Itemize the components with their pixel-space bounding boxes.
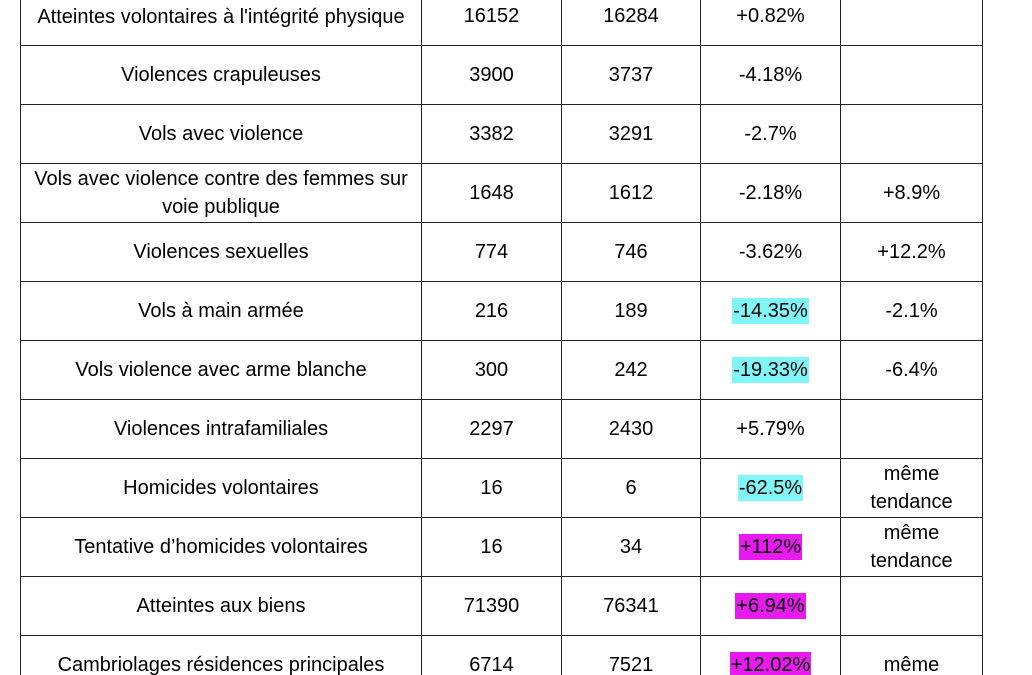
table-row — [21, 164, 983, 223]
category-cell: Violences intrafamiliales — [21, 400, 422, 459]
note-cell: même — [841, 636, 983, 675]
value-before-cell: 1648 — [422, 164, 562, 223]
category-cell: Atteintes volontaires à l'intégrité physique — [21, 0, 422, 46]
change-value: +12.02% — [730, 652, 812, 675]
table-row — [21, 105, 983, 164]
change-cell — [701, 341, 841, 400]
change-cell — [701, 459, 841, 518]
value-before-cell: 16 — [422, 518, 562, 577]
change-cell — [701, 518, 841, 577]
value-after-cell: 242 — [562, 341, 701, 400]
category-cell: Tentative d’homicides volontaires — [21, 518, 422, 577]
note-cell: +8.9% — [841, 164, 983, 223]
value-before-cell: 774 — [422, 223, 562, 282]
change-value: -3.62% — [738, 241, 803, 263]
table-body — [21, 0, 983, 675]
change-value: +6.94% — [736, 595, 805, 617]
value-before-cell: 2297 — [422, 400, 562, 459]
table-row — [21, 636, 983, 675]
value-after-cell: 7521 — [562, 636, 701, 675]
value-before-cell: 16 — [422, 459, 562, 518]
value-after-cell: 34 — [562, 518, 701, 577]
category-cell: Vols à main armée — [21, 282, 422, 341]
table-row — [21, 577, 983, 636]
table-row — [21, 341, 983, 400]
change-cell — [701, 46, 841, 105]
category-cell: Cambriolages résidences principales — [21, 636, 422, 675]
change-value: -14.35% — [733, 300, 808, 322]
table-row — [21, 46, 983, 105]
category-cell: Vols avec violence — [21, 105, 422, 164]
table-row — [21, 282, 983, 341]
note-cell — [841, 0, 983, 46]
change-value: +5.79% — [736, 418, 805, 440]
note-cell: même tendance — [841, 459, 983, 518]
note-cell: -2.1% — [841, 282, 983, 341]
change-cell — [701, 282, 841, 341]
value-before-cell: 216 — [422, 282, 562, 341]
change-cell — [701, 0, 841, 46]
table-row — [21, 518, 983, 577]
table-row — [21, 0, 983, 46]
category-cell: Vols avec violence contre des femmes sur voie publique — [21, 164, 422, 223]
change-value: +0.82% — [736, 5, 805, 27]
category-cell: Homicides volontaires — [21, 459, 422, 518]
change-value: -62.5% — [738, 477, 803, 499]
table-row — [21, 400, 983, 459]
table-row — [21, 459, 983, 518]
change-value: -2.18% — [738, 182, 803, 204]
change-value: +112% — [739, 536, 802, 558]
value-after-cell: 6 — [562, 459, 701, 518]
value-after-cell: 1612 — [562, 164, 701, 223]
value-after-cell: 76341 — [562, 577, 701, 636]
change-cell — [701, 223, 841, 282]
value-before-cell: 16152 — [422, 0, 562, 46]
value-after-cell: 3737 — [562, 46, 701, 105]
value-before-cell: 71390 — [422, 577, 562, 636]
note-cell: -6.4% — [841, 341, 983, 400]
value-before-cell: 3900 — [422, 46, 562, 105]
change-cell — [701, 105, 841, 164]
change-cell — [701, 577, 841, 636]
crime-statistics-table — [20, 0, 983, 675]
value-before-cell: 6714 — [422, 636, 562, 675]
value-after-cell: 189 — [562, 282, 701, 341]
statistics-table-container — [20, 0, 982, 675]
value-before-cell: 3382 — [422, 105, 562, 164]
category-cell: Violences crapuleuses — [21, 46, 422, 105]
value-after-cell: 16284 — [562, 0, 701, 46]
table-row — [21, 223, 983, 282]
value-after-cell: 746 — [562, 223, 701, 282]
category-cell: Atteintes aux biens — [21, 577, 422, 636]
note-cell: +12.2% — [841, 223, 983, 282]
note-cell — [841, 400, 983, 459]
change-cell — [701, 636, 841, 675]
value-before-cell: 300 — [422, 341, 562, 400]
change-value: -4.18% — [738, 64, 803, 86]
note-cell — [841, 105, 983, 164]
value-after-cell: 3291 — [562, 105, 701, 164]
category-cell: Violences sexuelles — [21, 223, 422, 282]
note-cell — [841, 577, 983, 636]
note-cell: même tendance — [841, 518, 983, 577]
category-cell: Vols violence avec arme blanche — [21, 341, 422, 400]
note-cell — [841, 46, 983, 105]
change-value: -2.7% — [744, 123, 797, 145]
change-value: -19.33% — [733, 359, 808, 381]
value-after-cell: 2430 — [562, 400, 701, 459]
change-cell — [701, 400, 841, 459]
change-cell — [701, 164, 841, 223]
